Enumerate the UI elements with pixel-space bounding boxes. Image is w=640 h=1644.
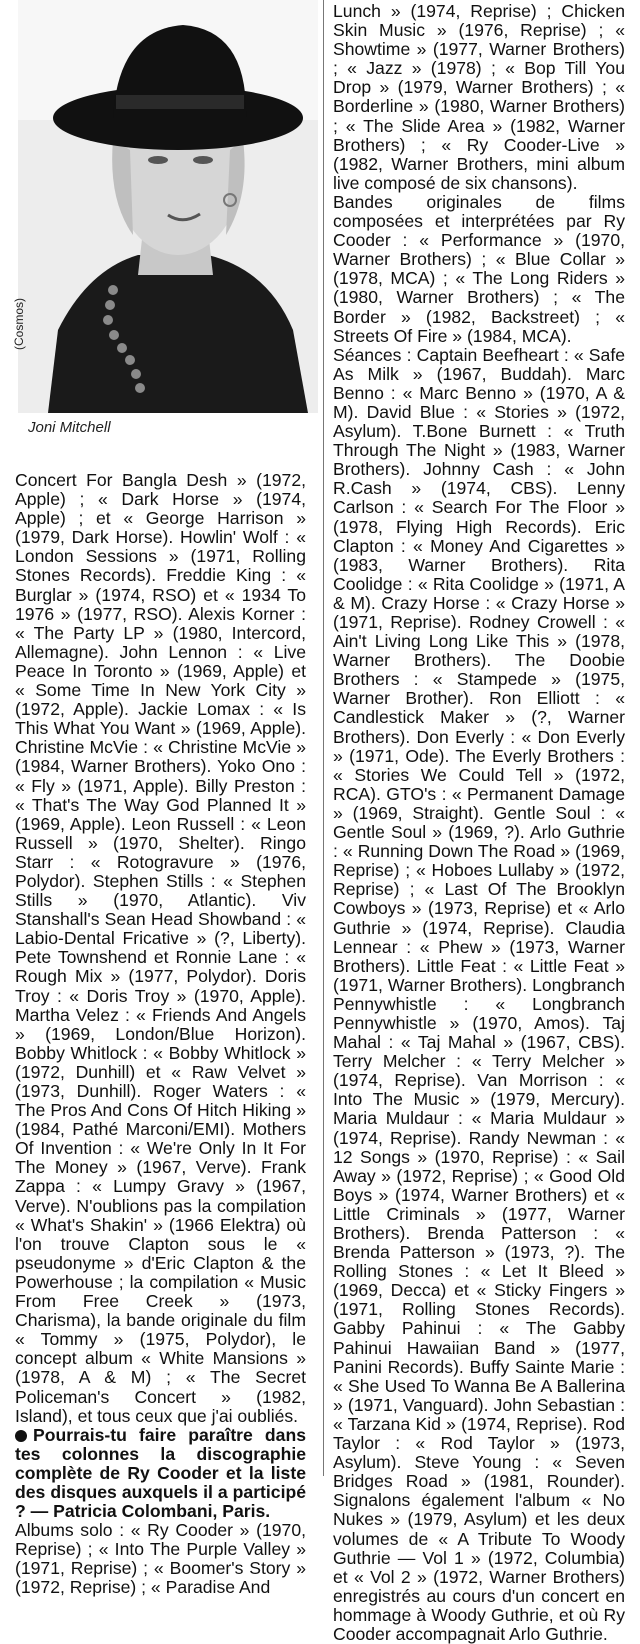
reader-question-text: Pourrais-tu faire paraître dans tes colonnes la discographie complète de Ry Cooder et la liste des disques auxquels il a participé ? — Patricia Colombani, Paris. (15, 1424, 306, 1522)
bullet-icon (15, 1430, 27, 1442)
left-column (15, 471, 306, 1598)
discography-paragraph-clapton: Concert For Bangla Desh » (1972, Apple) ; « Dark Horse » (1974, Apple) ; et « George Harrison » (1979, Dark Horse). Howlin' Wolf : « London Sessions » (1971, Rolling Stones Records). Freddie King : « Burglar » (1974, RSO) et « 1934 To 1976 » (1977, RSO). Alexis Korner : « The Party LP » (1980, Intercord, Allemagne). John Lennon : « Live Peace In Toronto » (1969, Apple) et « Some Time In New York City » (1972, Apple). Jackie Lomax : « Is This What You Want » (1969, Apple). Christine McVie : « Christine McVie » (1984, Warner Brothers). Yoko Ono : « Fly » (1971, Apple). Billy Preston : « That's The Way God Planned It » (1969, Apple). Leon Russell : « Leon Russell » (1970, Shelter). Ringo Starr : « Rotogravure » (1976, Polydor). Stephen Stills : « Stephen Stills » (1970, Atlantic). Viv Stanshall's Sean Head Showband : « Labio-Dental Fricative » (?, Liberty). Pete Townshend et Ronnie Lane : « Rough Mix » (1977, Polydor). Doris Troy : « Doris Troy » (1970, Apple). Martha Velez : « Friends And Angels » (1969, London/Blue Horizon). Bobby Whitlock : « Bobby Whitlock » (1972, Dunhill) et « Raw Velvet » (1973, Dunhill). Roger Waters : « The Pros And Cons Of Hitch Hiking » (1984, Pathé Marconi/EMI). Mothers Of Invention : « We're Only In It For The Money » (1967, Verve). Frank Zappa : « Lumpy Gravy » (1967, Verve). N'oublions pas la compilation « What's Shakin' » (1966 Elektra) où l'on trouve Clapton sous le « pseudonyme » d'Eric Clapton & the Powerhouse ; la compilation « Music From Free Creek » (1973, Charisma), la bande originale du film « Tommy » (1975, Polydor), le concept album « White Mansions » (1978, A & M) ; « The Secret Policeman's Concert » (1982, Island), et tous ceux que j'ai oubliés. (15, 470, 306, 1426)
film-soundtracks: Bandes originales de films composées et interprétées par Ry Cooder : « Performance » (1970, Warner Brothers) ; « Blue Collar » (1978, MCA) ; « The Long Riders » (1980, Warner Brothers) ; « The Border » (1982, Backstreet) ; « Streets Of Fire » (1984, MCA). (333, 191, 625, 346)
photo-caption: Joni Mitchell (28, 419, 111, 436)
reader-question (15, 1426, 306, 1521)
column-divider (323, 0, 324, 1476)
photo-block (8, 0, 320, 460)
solo-albums-continued: Lunch » (1974, Reprise) ; Chicken Skin Music » (1976, Reprise) ; « Showtime » (1977, Warner Brothers) ; « Jazz » (1978) ; « Bop Till You Drop » (1979, Warner Brothers) ; « Borderline » (1980, Warner Brothers) ; « The Slide Area » (1982, Warner Brothers) ; « Ry Cooder-Live » (1982, Warner Brothers, mini album live composé de six chansons). (333, 1, 625, 193)
sessions-list: Séances : Captain Beefheart : « Safe As Milk » (1967, Buddah). Marc Benno : « Marc Benno » (1970, A & M). David Blue : « Stories » (1972, Asylum). T.Bone Burnett : « Truth Through The Night » (1983, Warner Brothers). Johnny Cash : « John R.Cash » (1974, CBS). Lenny Carlson : « Search For The Floor » (1978, Flying High Records). Eric Clapton : « Money And Cigarettes » (1983, Warner Brothers). Rita Coolidge : « Rita Coolidge » (1971, A & M). Crazy Horse : « Crazy Horse » (1971, Reprise). Rodney Crowell : « Ain't Living Long Like This » (1978, Warner Brothers). The Doobie Brothers : « Stampede » (1975, Warner Brother). Ron Elliott : « Candlestick Maker » (?, Warner Brothers). Don Everly : « Don Everly » (1971, Ode). The Everly Brothers : « Stories We Could Tell » (1972, RCA). GTO's : « Permanent Damage » (1969, Straight). Gentle Soul : « Gentle Soul » (1969, ?). Arlo Guthrie : « Running Down The Road » (1969, Reprise) ; « Hoboes Lullaby » (1972, Reprise) ; « Last Of The Brooklyn Cowboys » (1973, Reprise) et « Arlo Guthrie » (1974, Reprise). Claudia Lennear : « Phew » (1973, Warner Brothers). Little Feat : « Little Feat » (1971, Warner Brothers). Longbranch Pennywhistle : « Longbranch Pennywhistle » (1970, Amos). Taj Mahal : « Taj Mahal » (1967, CBS). Terry Melcher : « Terry Melcher » (1974, Reprise). Van Morrison : « Into The Music » (1979, Mercury). Maria Muldaur : « Maria Muldaur » (1974, Reprise). Randy Newman : « 12 Songs » (1970, Reprise) : « Sail Away » (1972, Reprise) ; « Good Old Boys » (1974, Warner Brothers) et « Little Criminals » (1977, Warner Brothers). Brenda Patterson : « Brenda Patterson » (1973, ?). The Rolling Stones : « Let It Bleed » (1969, Decca) et « Sticky Fingers » (1971, Rolling Stones Records). Gabby Pahinui : « The Gabby Pahinui Hawaiian Band » (1977, Panini Records). Buffy Sainte Marie : « She Used To Wanna Be A Ballerina » (1971, Vanguard). John Sebastian : « Tarzana Kid » (1974, Reprise). Rod Taylor : « Rod Taylor » (1973, Asylum). Steve Young : « Seven Bridges Road » (1981, Rounder). Signalons également l'album « No Nukes » (1979, Asylum) et les deux volumes de « A Tribute To Woody Guthrie — Vol 1 » (1972, Columbia) et « Vol 2 » (1972, Warner Brothers) enregistrés au cours d'un concert en hommage à Woody Guthrie, et où Ry Cooder accompagnait Arlo Guthrie. (333, 344, 625, 1644)
portrait-illustration (18, 0, 318, 413)
portrait-photo (18, 0, 318, 413)
right-column (333, 2, 625, 1644)
answer-solo-albums: Albums solo : « Ry Cooder » (1970, Reprise) ; « Into The Purple Valley » (1971, Reprise) ; « Boomer's Story » (1972, Reprise) ; « Paradise And (15, 1520, 306, 1598)
photo-credit: (Cosmos) (12, 297, 26, 350)
